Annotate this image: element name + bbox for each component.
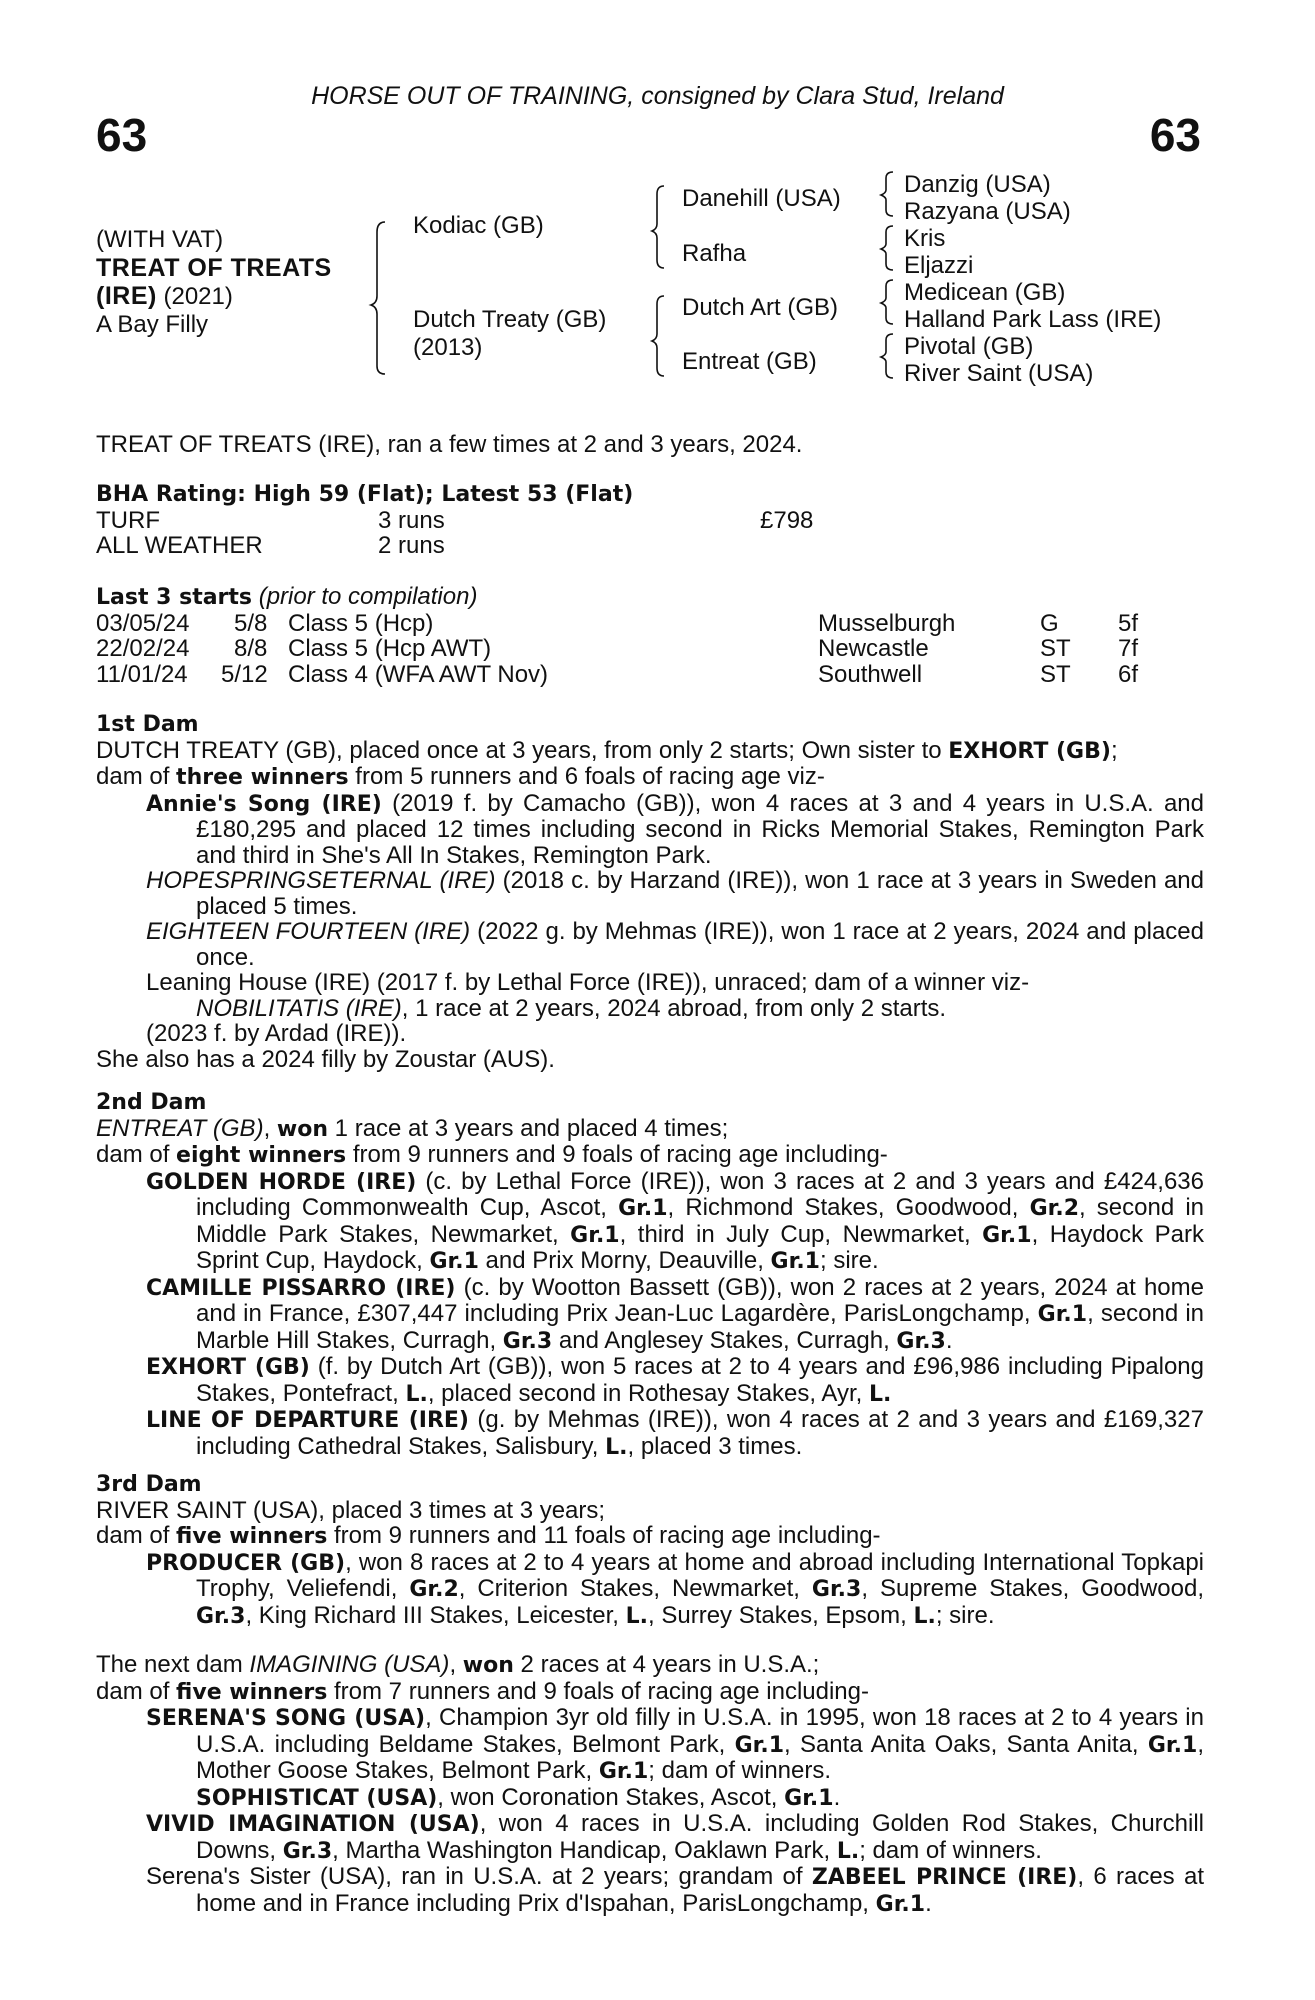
progeny-entry [96, 868, 1204, 919]
text: , third in July Cup, Newmarket, [619, 1220, 983, 1248]
horse-name: TREAT OF TREATS [96, 254, 332, 282]
text: from 5 runners and 6 foals of racing age viz- [348, 763, 825, 790]
progeny-entry [96, 1864, 1204, 1917]
progeny-entry [96, 919, 1204, 970]
vat-note: (WITH VAT) [96, 226, 224, 253]
horse-name: SOPHISTICAT (USA) [196, 1785, 438, 1811]
text: , [449, 1651, 463, 1678]
text: and Anglesey Stakes, Curragh, [552, 1326, 897, 1354]
horse-name: EXHORT (GB) [146, 1355, 310, 1380]
text: , [263, 1114, 277, 1142]
pedigree-braces [0, 0, 1315, 400]
start-course: Newcastle [818, 635, 929, 662]
main-brace [371, 222, 385, 374]
grade: Gr.2 [409, 1577, 459, 1602]
text: ; sire. [819, 1247, 879, 1274]
text: , Surrey Stakes, Epsom, [648, 1601, 914, 1629]
text: , Champion 3yr old filly in U.S.A. in 1995, won 18 races at 2 to 4 years in U.S.A. including Beldame Stakes, Belmont Park, [196, 1704, 1204, 1758]
start-going: G [1040, 609, 1059, 637]
sire-sire: Danehill (USA) [682, 185, 841, 212]
start-row [96, 611, 1204, 637]
grade: L. [868, 1381, 892, 1407]
text: ; dam of winners. [859, 1836, 1042, 1864]
horse-name: IMAGINING (USA) [249, 1651, 450, 1678]
text: 2 races at 4 years in U.S.A.; [513, 1651, 820, 1678]
text: , Mother Goose Stakes, Belmont Park, [196, 1730, 1204, 1784]
start-distance: 7f [1118, 635, 1139, 662]
text: from 9 runners and 11 foals of racing age including- [327, 1522, 881, 1549]
grand-progeny-entry [96, 996, 1204, 1022]
start-date: 11/01/24 [96, 660, 188, 688]
grade: Gr.3 [282, 1838, 333, 1864]
horse-name: SERENA'S SONG (USA) [146, 1706, 426, 1731]
grade: L. [836, 1838, 860, 1864]
start-race: Class 5 (Hcp AWT) [288, 635, 492, 662]
text: , placed second in Rothesay Stakes, Ayr, [427, 1379, 869, 1407]
text: , Haydock Park Sprint Cup, Haydock, [196, 1220, 1204, 1274]
start-date: 22/02/24 [96, 635, 190, 662]
gen3-brace-2 [881, 226, 893, 270]
sire-brace [652, 186, 664, 268]
ped-sds: Kris [904, 225, 946, 252]
grade: Gr.1 [1037, 1302, 1088, 1327]
horse-year: (2021) [156, 283, 233, 310]
horse-name: CAMILLE PISSARRO (IRE) [146, 1275, 456, 1301]
horse-name: ZABEEL PRINCE (IRE) [811, 1865, 1078, 1890]
first-dam-section [96, 712, 1204, 1072]
ped-sdd: Eljazzi [904, 252, 974, 279]
text: , placed 3 times. [627, 1432, 803, 1460]
section-heading: 2nd Dam [96, 1090, 207, 1115]
text: , won 4 races in U.S.A. including Golden Rod Stakes, Churchill Downs, [196, 1810, 1205, 1864]
ped-dsd: Halland Park Lass (IRE) [904, 306, 1162, 333]
ped-sss: Danzig (USA) [904, 171, 1051, 198]
text: , 6 races at home and in France including Prix d'Ispahan, ParisLongchamp, [196, 1863, 1204, 1917]
rating-title: BHA Rating: High 59 (Flat); Latest 53 (Flat) [96, 482, 634, 507]
grade: Gr.1 [734, 1732, 784, 1758]
text: The next dam [96, 1651, 250, 1678]
winners-count: three winners [176, 765, 349, 790]
start-going: ST [1040, 635, 1071, 662]
text: dam of [96, 1141, 177, 1168]
rating-runs: 2 runs [378, 532, 445, 559]
text: , second in Marble Hill Stakes, Curragh, [196, 1300, 1204, 1354]
catalogue-header: HORSE OUT OF TRAINING, consigned by Clara Stud, Ireland [311, 82, 1004, 110]
ped-dds: Pivotal (GB) [904, 333, 1034, 360]
text: , Supreme Stakes, Goodwood, [861, 1575, 1204, 1602]
section-heading: 1st Dam [96, 712, 199, 737]
text: (c. by Lethal Force (IRE)), won 3 races at 2 and 3 years and £424,636 including Commonwealth Cup, Ascot, [196, 1167, 1204, 1221]
text: (2022 g. by Mehmas (IRE)), won 1 race at 2 years, 2024 and placed once. [196, 918, 1205, 971]
grade: Gr.3 [896, 1328, 946, 1354]
start-row [96, 636, 1204, 662]
start-distance: 5f [1118, 609, 1139, 637]
last-starts-subtitle: (prior to compilation) [252, 583, 478, 610]
grade: Gr.3 [196, 1603, 246, 1629]
lot-number-left: 63 [96, 109, 148, 161]
start-position: 5/12 [221, 660, 268, 688]
progeny-entry [96, 1550, 1204, 1630]
horse-name: LINE OF DEPARTURE (IRE) [146, 1408, 469, 1433]
grade: Gr.3 [811, 1577, 862, 1602]
second-dam-section [96, 1090, 1204, 1460]
text: dam of [96, 1522, 177, 1549]
horse-country: (IRE) [96, 282, 157, 310]
start-row [96, 662, 1204, 688]
start-distance: 6f [1118, 660, 1139, 688]
ped-dss: Medicean (GB) [904, 279, 1066, 306]
gen3-brace-1 [881, 172, 893, 216]
grade: Gr.1 [982, 1222, 1032, 1248]
text: , Martha Washington Handicap, Oaklawn Park, [332, 1836, 837, 1864]
text: 1 race at 3 years and placed 4 times; [328, 1114, 729, 1142]
grade: Gr.1 [429, 1249, 479, 1274]
last-starts-title: Last 3 starts [96, 585, 253, 610]
start-position: 5/8 [234, 609, 268, 637]
text: , Santa Anita Oaks, Santa Anita, [784, 1730, 1148, 1758]
progeny-entry [96, 1407, 1204, 1460]
text: from 9 runners and 9 foals of racing age including- [346, 1141, 888, 1168]
race-summary: TREAT OF TREATS (IRE), ran a few times at 2 and 3 years, 2024. [96, 431, 803, 458]
progeny-entry: Leaning House (IRE) (2017 f. by Lethal Force (IRE)), unraced; dam of a winner viz- [146, 969, 1030, 996]
text: DUTCH TREATY (GB), placed once at 3 years, from only 2 starts; Own sister to [96, 736, 949, 764]
text: . [945, 1326, 953, 1354]
progeny-entry [96, 1705, 1204, 1785]
start-position: 8/8 [234, 635, 268, 662]
text: dam of [96, 763, 177, 790]
grade: Gr.2 [1029, 1196, 1079, 1221]
progeny-entry [96, 1354, 1204, 1407]
start-going: ST [1040, 660, 1071, 688]
winners-count: eight winners [176, 1143, 347, 1168]
text: , won 8 races at 2 to 4 years at home and abroad including International Topkapi Trophy, Veliefendi, [196, 1548, 1204, 1602]
horse-name: VIVID IMAGINATION (USA) [146, 1812, 480, 1837]
rating-block [96, 482, 1204, 559]
horse-name: ENTREAT (GB) [96, 1114, 264, 1142]
horse-name: NOBILITATIS (IRE) [196, 994, 402, 1022]
progeny-entry [96, 1275, 1204, 1355]
horse-name: PRODUCER (GB) [146, 1550, 346, 1576]
text: , King Richard III Stakes, Leicester, [245, 1601, 626, 1629]
lot-number-right: 63 [1149, 109, 1201, 161]
text: , 1 race at 2 years, 2024 abroad, from only 2 starts. [401, 994, 947, 1022]
dam-dam: Entreat (GB) [682, 348, 817, 375]
horse-name: HOPESPRINGSETERNAL (IRE) [146, 867, 496, 894]
last-starts-block [96, 584, 1204, 687]
winners-count: five winners [176, 1679, 328, 1705]
text: , second in Middle Park Stakes, Newmarket, [196, 1194, 1205, 1248]
text: (f. by Dutch Art (GB)), won 5 races at 2 to 4 years and £96,986 including Pipalong Stakes, Pontefract, [196, 1353, 1204, 1407]
sire-name: Kodiac (GB) [413, 212, 544, 239]
text: ; [1110, 736, 1118, 764]
grade: Gr.1 [784, 1785, 834, 1811]
text: (2018 c. by Harzand (IRE)), won 1 race at 3 years in Sweden and placed 5 times. [196, 867, 1204, 920]
grade: Gr.1 [570, 1222, 620, 1248]
grand-progeny-entry [96, 1785, 1204, 1812]
text: (2019 f. by Camacho (GB)), won 4 races at 3 and 4 years in U.S.A. and £180,295 and placed 12 times including second in Ricks Memorial Stakes, Remington Park and third in She's All In Stakes, Remington Park. [196, 789, 1205, 869]
foal-note: She also has a 2024 filly by Zoustar (AUS). [96, 1045, 555, 1073]
grade: Gr.1 [598, 1759, 649, 1784]
start-race: Class 4 (WFA AWT Nov) [288, 660, 549, 688]
dam-year: (2013) [413, 334, 483, 361]
text: , won Coronation Stakes, Ascot, [437, 1783, 785, 1811]
horse-name: EIGHTEEN FOURTEEN (IRE) [146, 918, 471, 945]
grade: Gr.1 [875, 1891, 926, 1917]
rating-surface: TURF [96, 506, 160, 534]
text: ; dam of winners. [648, 1757, 832, 1784]
progeny-entry [96, 1811, 1204, 1864]
dam-sire: Dutch Art (GB) [682, 294, 839, 321]
grade: L. [913, 1603, 936, 1629]
start-course: Southwell [818, 660, 923, 688]
rating-surface: ALL WEATHER [96, 532, 263, 559]
text: (g. by Mehmas (IRE)), won 4 races at 2 and 3 years and £169,327 including Cathedral Stakes, Salisbury, [196, 1406, 1204, 1460]
gen3-brace-3 [881, 280, 893, 324]
progeny-entry [96, 1169, 1204, 1275]
sire-dam: Rafha [682, 240, 747, 267]
progeny-entry: (2023 f. by Ardad (IRE)). [146, 1020, 407, 1047]
grade: Gr.3 [502, 1328, 553, 1354]
winners-count: five winners [176, 1524, 328, 1549]
grade: L. [605, 1434, 628, 1460]
horse-name: GOLDEN HORDE (IRE) [146, 1169, 417, 1195]
text: from 7 runners and 9 foals of racing age including- [327, 1677, 869, 1705]
start-date: 03/05/24 [96, 609, 190, 637]
text: won [276, 1116, 329, 1142]
grade: L. [405, 1381, 428, 1407]
start-course: Musselburgh [818, 609, 956, 637]
text: , Richmond Stakes, Goodwood, [667, 1194, 1030, 1221]
grade: Gr.1 [618, 1196, 668, 1221]
text: , Criterion Stakes, Newmarket, [458, 1575, 812, 1602]
grade: L. [625, 1603, 649, 1629]
start-race: Class 5 (Hcp) [288, 609, 434, 637]
third-dam-section [96, 1472, 1204, 1629]
rating-row [96, 508, 1204, 534]
text: ; sire. [935, 1601, 995, 1629]
text: won [462, 1653, 514, 1678]
grade: Gr.1 [1147, 1732, 1198, 1758]
progeny-entry [96, 791, 1204, 869]
grade: Gr.1 [770, 1249, 820, 1274]
rating-row [96, 533, 1204, 559]
rating-prize: £798 [760, 506, 814, 534]
horse-description: A Bay Filly [96, 311, 209, 338]
rating-runs: 3 runs [378, 506, 445, 534]
text: Serena's Sister (USA), ran in U.S.A. at 2 years; grandam of [146, 1863, 812, 1890]
dam-line: RIVER SAINT (USA), placed 3 times at 3 years; [96, 1496, 606, 1524]
text: . [833, 1783, 841, 1811]
section-heading: 3rd Dam [96, 1472, 202, 1497]
dam-name: Dutch Treaty (GB) [413, 306, 607, 333]
fourth-dam-section [96, 1652, 1204, 1917]
text: . [925, 1889, 932, 1917]
horse-name: EXHORT (GB) [948, 738, 1111, 764]
ped-ddd: River Saint (USA) [904, 360, 1094, 387]
ped-ssd: Razyana (USA) [904, 198, 1071, 225]
text: and Prix Morny, Deauville, [478, 1247, 771, 1274]
gen3-brace-4 [881, 334, 893, 378]
dam-brace [652, 296, 664, 376]
horse-name: Annie's Song (IRE) [146, 791, 382, 817]
text: (c. by Wootton Bassett (GB)), won 2 races at 2 years, 2024 at home and in France, £307,447 including Prix Jean-Luc Lagardère, ParisLongchamp, [196, 1273, 1204, 1327]
text: dam of [96, 1677, 177, 1705]
